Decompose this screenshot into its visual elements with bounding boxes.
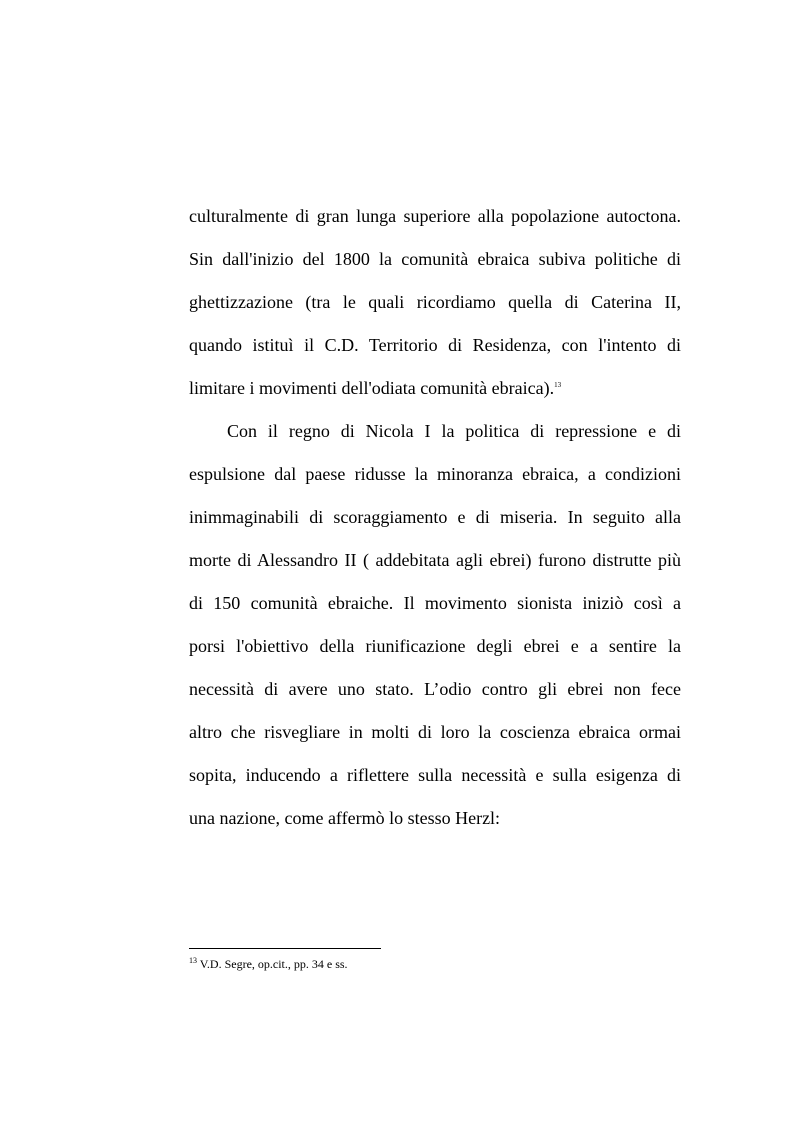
body-line-1: culturalmente di gran lunga superiore alla popolazione autoctona. [189, 206, 681, 226]
body-line-6: Con il regno di Nicola I la politica di repressione e di [227, 421, 681, 441]
body-line-7: espulsione dal paese ridusse la minoranza ebraica, a condizioni [189, 464, 681, 484]
body-line-10: di 150 comunità ebraiche. Il movimento sionista iniziò così a [189, 593, 681, 613]
body-line-5-text: limitare i movimenti dell'odiata comunità ebraica). [189, 378, 555, 398]
body-line-14: sopita, inducendo a riflettere sulla necessità e sulla esigenza di [189, 765, 681, 785]
body-line-11: porsi l'obiettivo della riunificazione degli ebrei e a sentire la [189, 636, 681, 656]
body-line-5 [189, 377, 681, 399]
body-line-13: altro che risvegliare in molti di loro la coscienza ebraica ormai [189, 722, 681, 742]
body-line-15: una nazione, come affermò lo stesso Herzl: [189, 808, 501, 828]
body-line-9: morte di Alessandro II ( addebitata agli ebrei) furono distrutte più [189, 550, 681, 570]
footnote-separator [189, 948, 381, 949]
body-line-3: ghettizzazione (tra le quali ricordiamo quella di Caterina II, [189, 292, 681, 312]
footnote [189, 956, 348, 972]
body-line-8: inimmaginabili di scoraggiamento e di miseria. In seguito alla [189, 507, 681, 527]
body-line-4: quando istituì il C.D. Territorio di Residenza, con l'intento di [189, 335, 681, 355]
body-line-2: Sin dall'inizio del 1800 la comunità ebraica subiva politiche di [189, 249, 681, 269]
footnote-text: V.D. Segre, op.cit., pp. 34 e ss. [197, 957, 348, 971]
footnote-reference: 13 [554, 381, 562, 389]
footnote-number: 13 [189, 956, 197, 965]
body-line-12: necessità di avere uno stato. L’odio contro gli ebrei non fece [189, 679, 681, 699]
